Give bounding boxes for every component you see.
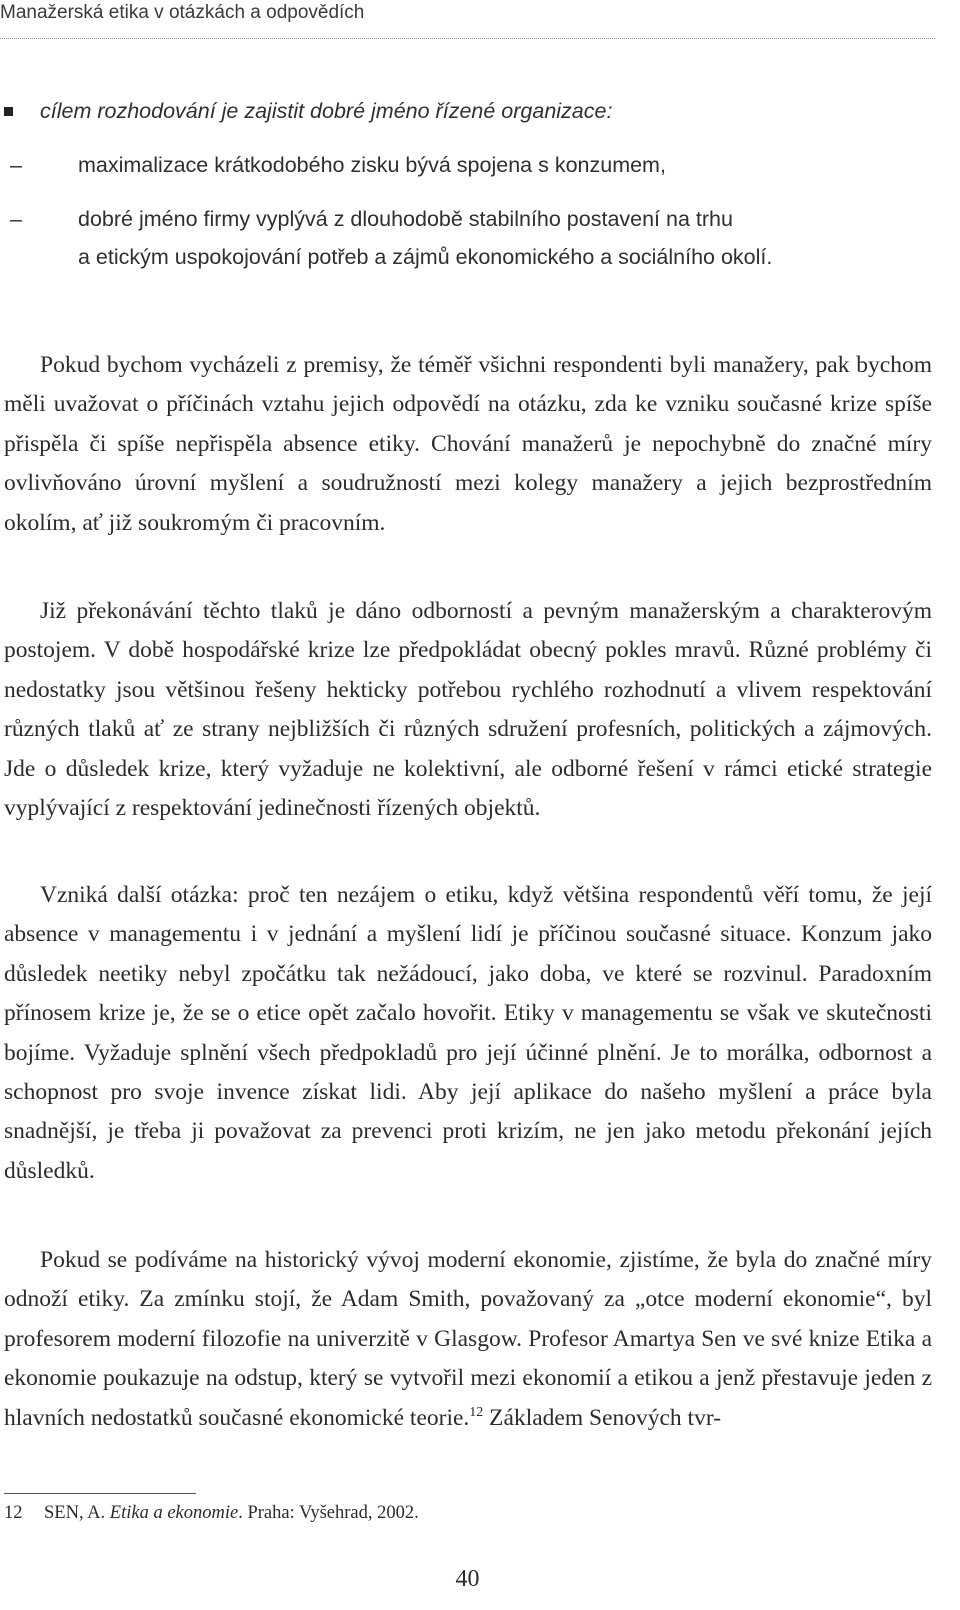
running-header-title: Manažerská etika v otázkách a odpovědích	[0, 2, 365, 23]
dash-item-1-line-1: maximalizace krátkodobého zisku bývá spojena s konzumem,	[78, 153, 666, 177]
paragraph-2: Již překonávání těchto tlaků je dáno odborností a pevným manažerským a charakterovým postojem. V době hospodářské krize lze předpokládat obecný pokles mravů. Různé problémy či nedostatky jsou většinou řešeny hekticky potřebou rychlého rozhodnutí a vlivem respektování různých tlaků ať ze strany nejbližších či různých sdružení profesních, politických a zájmových. Jde o důsledek krize, který vyžaduje ne kolektivní, ale odborné řešení v rámci etické strategie vyplývající z respektování jedinečnosti řízených objektů.	[4, 598, 932, 822]
header-dotted-rule	[0, 38, 935, 39]
bullet-item: cílem rozhodování je zajistit dobré jméno řízené organizace:	[40, 99, 613, 123]
running-header	[0, 0, 960, 40]
footnote-author: SEN, A.	[44, 1503, 110, 1523]
footnote-number: 12	[4, 1503, 23, 1523]
paragraph-3: Vzniká další otázka: proč ten nezájem o etiku, když většina respondentů věří tomu, že její absence v managementu i v jednání a myšlení lidí je příčinou současné situace. Konzum jako důsledek neetiky nebyl zpočátku tak nežádoucí, jako doba, ve které se rozvinul. Paradoxním přínosem krize je, že se o etice opět začalo hovořit. Etiky v managementu se však ve skutečnosti bojíme. Vyžaduje splnění všech předpokladů pro její účinné plnění. Je to morálka, odbornost a schopnost pro svoje invence získat lidi. Aby její aplikace do našeho myšlení a práce byla snadnější, je třeba ji považovat za prevenci proti krizím, ne jen jako metodu překonání jejích důsledků.	[4, 882, 932, 1184]
dash-marker: –	[10, 207, 22, 231]
dash-item-2-line-1: dobré jméno firmy vyplývá z dlouhodobě stabilního postavení na trhu	[78, 207, 733, 231]
footnote	[4, 1500, 904, 1526]
paragraph-1: Pokud bychom vycházeli z premisy, že téměř všichni respondenti byli manažery, pak bychom měli uvažovat o příčinách vztahu jejich odpovědí na otázku, zda ke vzniku současné krize spíše přispěla či spíše nepřispěla absence etiky. Chování manažerů je nepochybně do značné míry ovlivňováno úrovní myšlení a soudružností mezi kolegy manažery a jejich bezprostředním okolím, ať již soukromým či pracovním.	[4, 352, 932, 536]
footnote-publication: . Praha: Vyšehrad, 2002.	[238, 1503, 419, 1523]
footnote-separator	[4, 1493, 196, 1494]
square-bullet-icon	[4, 107, 13, 116]
paragraph-4-continuation: Základem Senových tvr-	[483, 1404, 722, 1431]
dash-marker: –	[10, 153, 22, 177]
footnote-reference[interactable]: 12	[469, 1404, 484, 1420]
dash-item-2-line-2: a etickým uspokojování potřeb a zájmů ekonomického a sociálního okolí.	[78, 245, 773, 269]
paragraph-4	[4, 1241, 932, 1438]
page-number: 40	[455, 1566, 480, 1592]
footnote-book-title: Etika a ekonomie	[109, 1503, 239, 1523]
paragraph-4-text: Pokud se podíváme na historický vývoj moderní ekonomie, zjistíme, že byla do značné míry odnoží etiky. Za zmínku stojí, že Adam Smith, považovaný za „otce moderní ekonomie“, byl profesorem moderní filozofie na univerzitě v Glasgow. Profesor Amartya Sen ve své knize Etika a ekonomie poukazuje na odstup, který se vytvořil mezi ekonomií a etikou a jenž přestavuje jeden z hlavních nedostatků současné ekonomické teorie.	[4, 1247, 932, 1431]
